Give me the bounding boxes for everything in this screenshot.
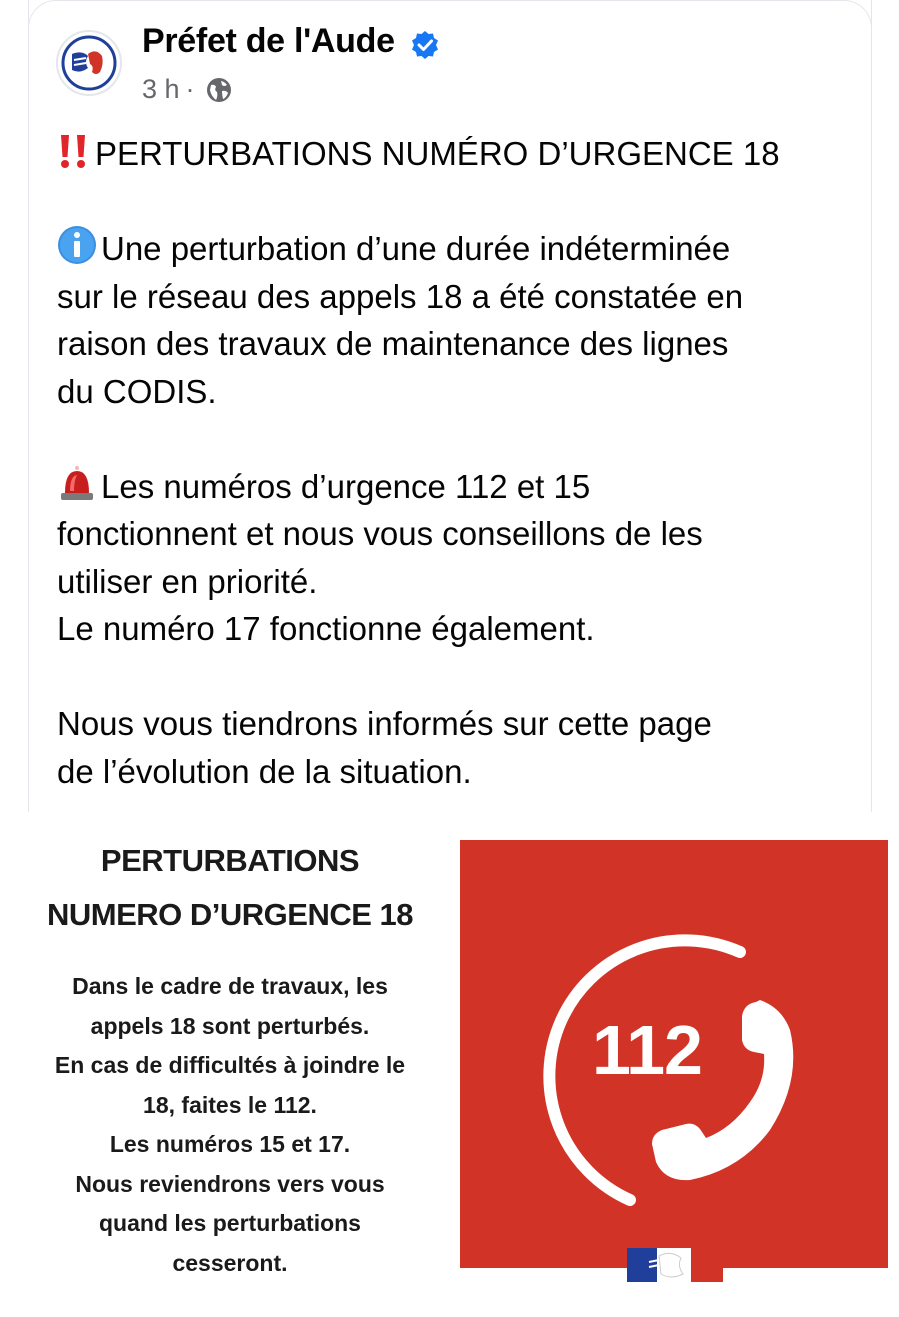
post-text xyxy=(57,130,857,795)
post-meta xyxy=(142,74,233,105)
para1-text: raison des travaux de maintenance des lignes xyxy=(57,325,729,362)
double-exclamation-icon xyxy=(57,132,91,170)
para2-line xyxy=(57,463,857,511)
siren-icon xyxy=(57,463,97,503)
image-body-line: Les numéros 15 et 17. xyxy=(109,1131,351,1157)
image-body-line: Nous reviendrons vers vous xyxy=(75,1170,385,1197)
image-body-line: cesseront. xyxy=(172,1249,288,1276)
para3-text: Nous vous tiendrons informés sur cette page xyxy=(57,705,712,742)
image-body-line: Dans le cadre de travaux, les xyxy=(72,973,388,999)
post-title-line xyxy=(57,130,857,178)
globe-icon xyxy=(205,76,233,104)
image-body-line: quand les perturbations xyxy=(99,1210,361,1236)
page-name[interactable]: Préfet de l'Aude xyxy=(142,22,395,60)
image-title xyxy=(0,834,460,942)
image-body-line: appels 18 sont perturbés. xyxy=(90,1012,370,1039)
image-title-line: NUMERO D’URGENCE 18 xyxy=(47,897,413,932)
emergency-number: 112 xyxy=(592,1011,702,1089)
page-avatar[interactable] xyxy=(56,30,122,96)
image-body-line: En cas de difficultés à joindre le xyxy=(54,1052,406,1078)
para1-text: Une perturbation d’une durée indéterminée xyxy=(101,230,731,267)
para3-text: de l’évolution de la situation. xyxy=(57,752,472,790)
para2-text: fonctionnent et nous vous conseillons de les xyxy=(57,515,703,552)
emergency-112-panel xyxy=(460,840,888,1268)
meta-separator: · xyxy=(185,74,195,104)
para2-text: Les numéros d’urgence 112 et 15 xyxy=(101,467,591,505)
info-icon xyxy=(57,225,97,265)
image-body-line: 18, faites le 112. xyxy=(143,1091,317,1118)
para2-text: utiliser en priorité. xyxy=(57,562,318,600)
image-body xyxy=(0,967,460,1283)
marianne-logo-icon xyxy=(58,32,120,94)
para1-text: sur le réseau des appels 18 a été constatée en xyxy=(57,277,744,315)
verified-badge-icon xyxy=(410,30,440,60)
post-title: PERTURBATIONS NUMÉRO D’URGENCE 18 xyxy=(95,135,780,172)
para1-text: du CODIS. xyxy=(57,372,217,410)
post-time[interactable]: 3 h xyxy=(142,74,180,104)
para2-text: Le numéro 17 fonctionne également. xyxy=(57,610,595,647)
post-image[interactable] xyxy=(0,812,899,1317)
para1-line xyxy=(57,225,857,273)
republique-francaise-logo-icon xyxy=(627,1248,723,1286)
image-title-line: PERTURBATIONS xyxy=(100,843,360,878)
